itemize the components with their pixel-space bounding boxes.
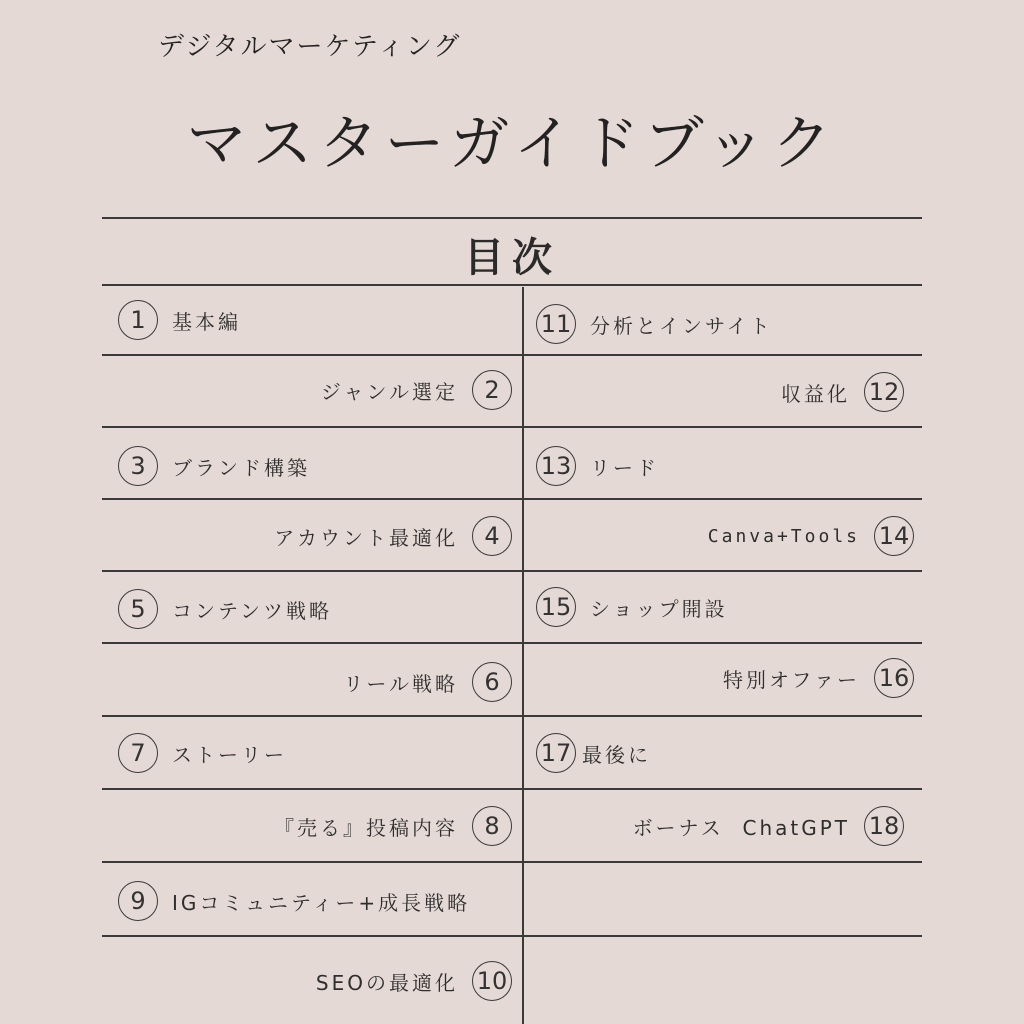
toc-item[interactable] <box>118 733 287 773</box>
number-badge: 3 <box>118 446 158 486</box>
number-badge: 5 <box>118 589 158 629</box>
divider <box>102 217 922 219</box>
toc-item[interactable] <box>316 961 512 1001</box>
divider <box>102 715 922 717</box>
toc-item[interactable] <box>118 446 310 486</box>
divider <box>102 861 922 863</box>
number-badge: 15 <box>536 587 576 627</box>
toc-item-label: ジャンル選定 <box>320 379 458 404</box>
number-badge: 13 <box>536 446 576 486</box>
number-badge: 1 <box>118 300 158 340</box>
toc-item[interactable] <box>118 300 241 340</box>
toc-item[interactable] <box>536 733 651 773</box>
toc-item-label: SEOの最適化 <box>315 970 458 995</box>
number-badge: 4 <box>472 516 512 556</box>
toc-item[interactable] <box>118 881 470 921</box>
toc-item-label: Canva+Tools <box>707 525 860 547</box>
divider <box>102 935 922 937</box>
number-badge: 9 <box>118 881 158 921</box>
number-badge: 16 <box>874 658 914 698</box>
number-badge: 17 <box>536 733 576 773</box>
toc-item[interactable] <box>118 589 332 629</box>
toc-item-label: ストーリー <box>172 742 287 767</box>
toc-item[interactable] <box>536 304 773 344</box>
column-divider <box>522 287 524 1024</box>
divider <box>102 426 922 428</box>
divider <box>102 788 922 790</box>
divider <box>102 284 922 286</box>
number-badge: 7 <box>118 733 158 773</box>
toc-item-label: リード <box>590 455 659 480</box>
toc-item-label: 分析とインサイト <box>590 313 773 338</box>
toc-item-label: 基本編 <box>172 309 241 334</box>
number-badge: 6 <box>472 662 512 702</box>
toc-item[interactable] <box>536 587 728 627</box>
toc-item[interactable] <box>781 372 904 412</box>
number-badge: 11 <box>536 304 576 344</box>
divider <box>102 570 922 572</box>
toc-item-label: コンテンツ戦略 <box>172 598 332 623</box>
number-badge: 8 <box>472 806 512 846</box>
toc-item-label: ブランド構築 <box>172 455 310 480</box>
subtitle: デジタルマーケティング <box>158 32 462 62</box>
toc-item-label: 収益化 <box>781 381 850 406</box>
number-badge: 12 <box>864 372 904 412</box>
toc-item[interactable] <box>536 446 659 486</box>
toc-item-label: アカウント最適化 <box>274 525 458 550</box>
number-badge: 14 <box>874 516 914 556</box>
toc-item[interactable] <box>723 658 914 698</box>
toc-item-label: ボーナス ChatGPT <box>632 815 850 840</box>
toc-item[interactable] <box>274 806 512 846</box>
toc-item[interactable] <box>708 516 914 556</box>
divider <box>102 498 922 500</box>
number-badge: 10 <box>472 961 512 1001</box>
divider <box>102 642 922 644</box>
toc-heading: 目次 <box>464 235 560 281</box>
page-title: マスターガイドブック <box>186 109 838 179</box>
toc-item-label: ショップ開設 <box>590 596 728 621</box>
toc-item[interactable] <box>274 516 512 556</box>
toc-item-label: 最後に <box>582 742 651 767</box>
toc-item[interactable] <box>321 370 512 410</box>
toc-item-label: IGコミュニティー+成長戦略 <box>172 890 471 915</box>
toc-item-label: 『売る』投稿内容 <box>274 815 458 840</box>
toc-item[interactable] <box>633 806 904 846</box>
divider <box>102 354 922 356</box>
number-badge: 2 <box>472 370 512 410</box>
toc-item-label: リール戦略 <box>343 671 458 696</box>
toc-item-label: 特別オファー <box>723 667 860 692</box>
toc-item[interactable] <box>343 662 512 702</box>
number-badge: 18 <box>864 806 904 846</box>
